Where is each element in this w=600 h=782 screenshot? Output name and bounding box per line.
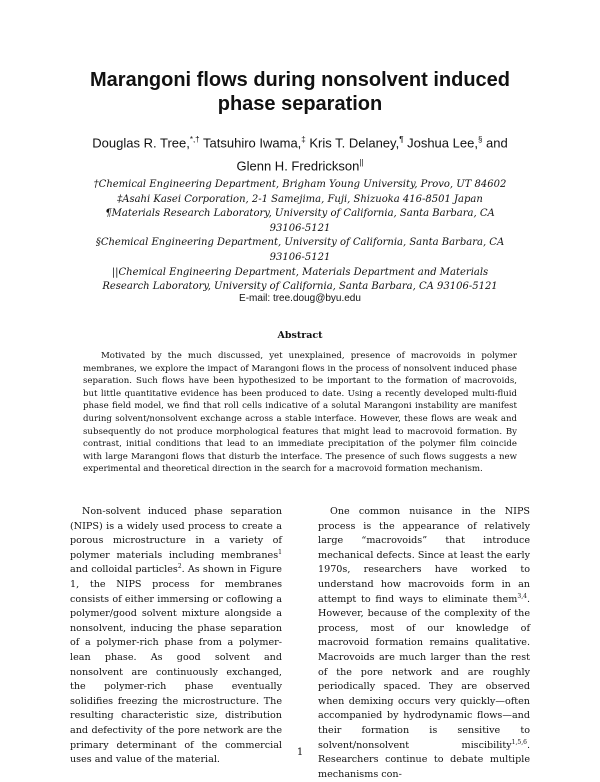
affiliation: ¶Materials Research Laboratory, University of California, Santa Barbara, CA 93106-5121 [105, 208, 495, 234]
author-mark: || [359, 158, 364, 168]
citation: 1,5,6 [511, 738, 527, 746]
affiliation-list [90, 178, 510, 295]
author-line-2 [70, 153, 530, 176]
page-number: 1 [296, 747, 304, 758]
body-text: . As shown in Figure 1, the NIPS process for membranes consists of either immersing or coflowing a polymer/good solvent mixture alongside a nonsolvent, inducing the phase separation of a polymer-rich phase from a polymer-lean phase. As good solvent and nonsolvent are continuously exchanged, the polymer-rich phase eventually solidifies freezing the microstructure. The resulting characteristic size, distribution and defectivity of the pore network are the primary determinant of the commercial uses and value of the material. [70, 564, 282, 766]
author-name: Tatsuhiro Iwama, [199, 135, 302, 151]
author-conjunction: and [482, 135, 508, 151]
body-text: One common nuisance in the NIPS process is the appearance of relatively large “macrovoids” that introduce mechanical defects. Since at least the early 1970s, researchers have worked to understand how macrovoids form in an attempt to find ways to eliminate them [318, 506, 530, 605]
author-mark: ‡ [301, 135, 306, 144]
author-list [70, 130, 530, 177]
author-name: Glenn H. Fredrickson [236, 158, 360, 174]
author-mark: *,† [189, 135, 200, 144]
citation: 2 [177, 563, 182, 571]
body-text: . However, because of the complexity of the process, most of our knowledge of macrovoid formation remains qualitative. Macrovoids are much larger than the rest of the pore network and are roughly periodically spaced. They are observed when demixing occurs very quickly—often accompanied by hydrodynamic flows—and their formation is sensitive to solvent/nonsolvent miscibility [318, 593, 530, 751]
author-mark: § [477, 135, 483, 144]
body-column-left [70, 505, 282, 768]
contact-email: E-mail: tree.doug@byu.edu [239, 293, 361, 304]
citation: 1 [278, 548, 282, 556]
author-name: Joshua Lee, [403, 135, 478, 151]
affiliation: †Chemical Engineering Department, Brigham Young University, Provo, UT 84602 [93, 179, 507, 190]
abstract-text: Motivated by the much discussed, yet unexplained, presence of macrovoids in polymer membranes, we explore the impact of Marangoni flows in the process of nonsolvent induced phase separation. Such flows have been hypothesized to be important to the formation of macrovoids, but little quantitative evidence has been produced to date. Using a recently developed multi-fluid phase field model, we find that roll cells indicative of a solutal Marangoni instability are manifest during solvent/nonsolvent exchange across a stable interface. However, these flows are weak and subsequently do not produce morphological features that might lead to macrovoid formation. By contrast, initial conditions that lead to an immediate precipitation of the polymer film coincide with large Marangoni flows that disturb the interface. The presence of such flows suggests a new experimental and theoretical direction in the search for a macrovoid formation mechanism. [83, 351, 517, 475]
affiliation: §Chemical Engineering Department, University of California, Santa Barbara, CA 93106-5121 [95, 237, 505, 263]
body-text: Non-solvent induced phase separation (NIPS) is a widely used process to create a porous microstructure in a variety of polymer materials including membranes [70, 506, 282, 561]
citation: 3,4 [517, 592, 527, 600]
body-text: and colloidal particles [70, 564, 178, 576]
body-text: . Researchers continue to debate multiple mechanisms con- [318, 739, 530, 780]
author-mark: ¶ [399, 135, 404, 144]
affiliation: ‡Asahi Kasei Corporation, 2-1 Samejima, Fuji, Shizuoka 416-8501 Japan [117, 193, 483, 205]
abstract-heading: Abstract [277, 330, 323, 341]
paper-title: Marangoni flows during nonsolvent induced phase separation [90, 69, 510, 115]
author-name: Douglas R. Tree, [92, 135, 190, 151]
affiliation: ||Chemical Engineering Department, Materials Department and Materials Research Laboratory, University of California, Santa Barbara, CA 93106-5121 [102, 266, 498, 293]
body-column-right [318, 505, 530, 782]
author-line-1 [70, 130, 530, 153]
author-name: Kris T. Delaney, [305, 135, 400, 151]
